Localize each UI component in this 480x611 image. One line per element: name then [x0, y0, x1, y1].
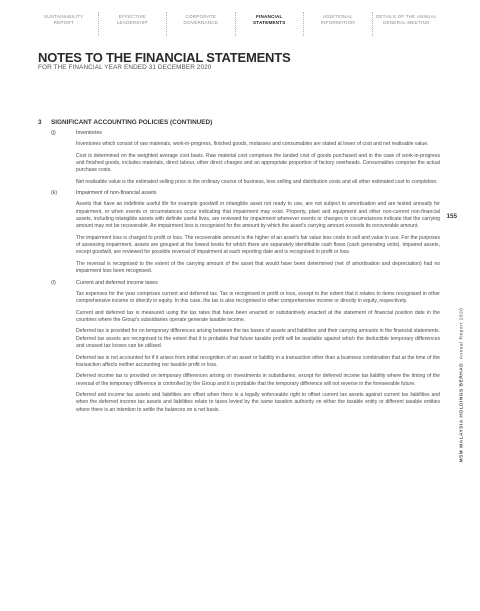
section-title: SIGNIFICANT ACCOUNTING POLICIES (CONTINUED)	[51, 118, 213, 126]
page-title: NOTES TO THE FINANCIAL STATEMENTS	[38, 50, 291, 65]
paragraph: Inventories which consist of raw materials, work-in-progress, finished goods, molasses and consumables are stated at lower of cost and net realisable value.	[76, 141, 429, 148]
paragraph: Assets that have an indefinite useful life for example goodwill or intangible asset not ready to use, are not subject to amortisation and are tested annually for impairment, or when events or circumstances occur indicating that impairment may exist. Property, plant and equipment and other non-current non-financial assets, including intangible assets with definite useful lives, are reviewed for impairment whenever events or changes in circumstances indicate that the carrying amount may not be recoverable. An impairment loss is recognised for the amount by which the asset's carrying amount exceeds its recoverable amount.	[76, 201, 440, 230]
report-name: Annual Report 2020	[459, 307, 465, 360]
nav-corporate-governance[interactable]	[167, 12, 236, 36]
section-number: 3	[38, 118, 42, 126]
nav-label-line2: LEADERSHIP	[116, 19, 148, 25]
nav-label-line1: CORPORATE	[185, 14, 217, 19]
nav-additional-information[interactable]	[304, 12, 373, 36]
paragraph: Tax expenses for the year comprises current and deferred tax. Tax is recognised in profit or loss, except to the extent that it relates to items recognised in other comprehensive income or directly in equity. In this case, the tax is also recognised in other comprehensive income or directly in equity, respectively.	[76, 290, 440, 305]
subsection-income-taxes	[38, 280, 440, 414]
paragraph: The impairment loss is charged to profit or loss. The recoverable amount is the higher of an asset's fair value less costs to sell and value in use. For the purposes of assessing impairment, assets are grouped at the lowest levels for which there are separately identifiable cash flows (cash generating units). Impaired assets, except goodwill, are reviewed for possible reversal of impairment at each reporting date and is recognised in profit or loss.	[76, 234, 440, 256]
nav-label-line1: DETAILS OF THE ANNUAL	[375, 14, 437, 19]
page-subtitle: FOR THE FINANCIAL YEAR ENDED 31 DECEMBER 2020	[38, 64, 212, 71]
paragraph: Net realisable value is the estimated selling price in the ordinary course of business, less selling and distribution costs and all other estimated cost to completion.	[76, 178, 438, 185]
paragraph: The reversal is recognised to the extent of the carrying amount of the asset that would have been determined (net of amortisation and depreciation) had no impairment loss been recognised.	[76, 260, 440, 275]
top-navigation	[30, 12, 440, 36]
paragraph: Cost is determined on the weighted average cost basis. Raw material cost comprises the landed cost of goods purchased and in the case of work-in-progress and finished goods, includes materials, direct labour, other direct charges and an appropriate proportion of factory overheads. Consumables comprise the actual purchase costs.	[76, 152, 440, 174]
subsection-impairment	[38, 190, 440, 275]
subsection-title: Impairment of non-financial assets	[76, 190, 157, 197]
page-number: 155	[446, 213, 457, 220]
nav-label-line1: FINANCIAL	[255, 14, 283, 19]
subsection-inventories	[38, 130, 440, 186]
nav-effective-leadership[interactable]	[99, 12, 168, 36]
nav-label-line2: INFORMATION	[320, 19, 355, 25]
nav-sustainability-report[interactable]	[30, 12, 99, 36]
nav-label-line2: STATEMENTS	[253, 19, 286, 25]
subsection-title: Current and deferred income taxes	[76, 279, 158, 286]
nav-label-line2: GOVERNANCE	[183, 19, 219, 25]
nav-label-line2: GENERAL MEETING	[382, 19, 430, 25]
side-report-label	[460, 308, 465, 463]
nav-label-line1: SUSTAINABILITY	[44, 14, 84, 19]
paragraph: Deferred tax is provided for on temporary differences arising between the tax bases of assets and liabilities and their carrying amounts in the financial statements. Deferred tax assets are recognised to the extent that it is probable that future taxable profit will be available against which the deductible temporary differences and unused tax losses can be utilised.	[76, 328, 440, 350]
paragraph: Deferred and income tax assets and liabilities are offset when there is a legally enforceable right to offset current tax assets against current tax liabilities and when the deferred income tax assets and liabilities relate to taxes levied by the same taxation authority on either the taxable entity or different taxable entities where there is an intention to settle the balances on a net basis.	[76, 392, 440, 413]
section-heading	[38, 117, 440, 127]
subsection-marker: (l)	[51, 279, 56, 286]
nav-label-line1: EFFECTIVE	[118, 14, 146, 19]
nav-financial-statements[interactable]	[236, 12, 305, 36]
subsection-marker: (j)	[51, 130, 56, 136]
notes-content	[38, 117, 440, 418]
subsection-marker: (k)	[51, 190, 58, 197]
nav-label-line2: REPORT	[53, 19, 74, 25]
paragraph: Current and deferred tax is measured using the tax rates that have been enacted or substantively enacted at the statement of financial position date in the countries where the Group's subsidiaries operate generate taxable income.	[76, 309, 440, 323]
subsection-title: Inventories	[76, 130, 102, 136]
nav-annual-general-meeting[interactable]	[373, 12, 441, 36]
paragraph: Deferred income tax is provided on temporary differences arising on investments in subsidiaries, except for deferred income tax liability where the timing of the reversal of the temporary difference is controlled by the Group and it is probable that the temporary difference will not reverse in the foreseeable future.	[76, 373, 440, 387]
nav-label-line1: ADDITIONAL	[322, 14, 353, 19]
paragraph: Deferred tax is not accounted for if it arises from initial recognition of an asset or liability in a transaction other than a business combination that at the time of the transaction affects neither accounting nor taxable profit or loss.	[76, 354, 440, 368]
company-name: MSM MALAYSIA HOLDINGS BERHAD	[459, 362, 465, 463]
